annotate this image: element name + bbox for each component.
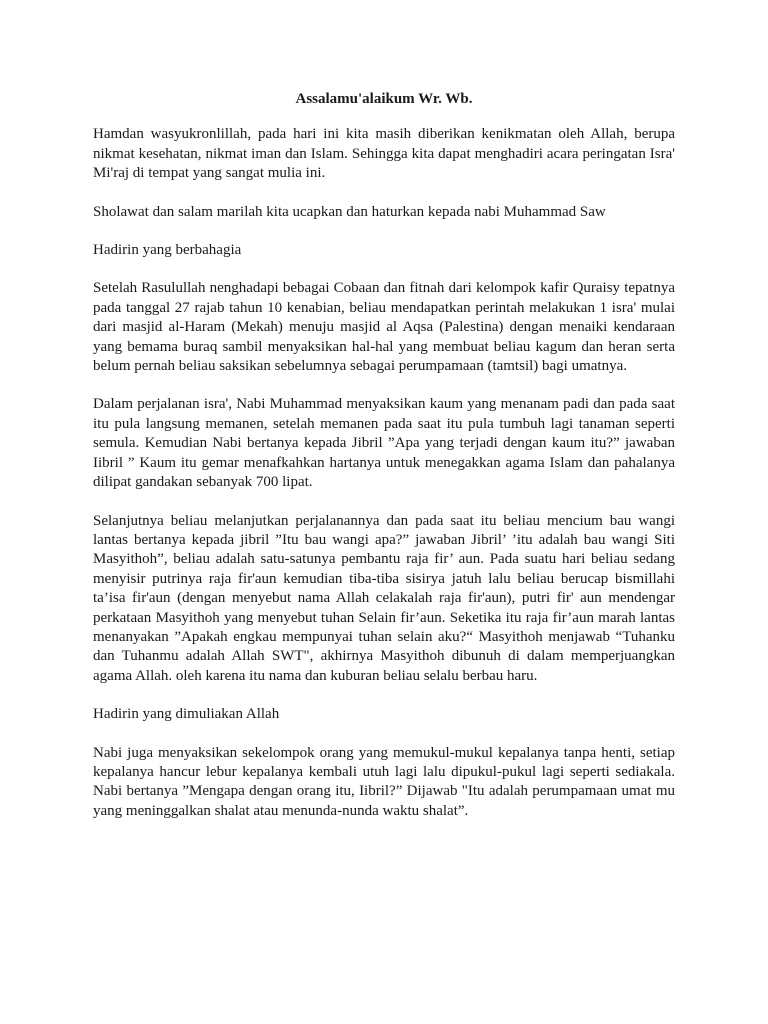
- paragraph-isra-background: Setelah Rasulullah nenghadapi bebagai Cobaan dan fitnah dari kelompok kafir Quraisy tepatnya pada tanggal 27 rajab tahun 10 kenabian, beliau mendapatkan perintah melakukan 1 isra' mulai dari masjid al-Haram (Mekah) menuju masjid al Aqsa (Palestina) dengan menaiki kendaraan yang bemama buraq sambil menyaksikan hal-hal yang membuat beliau kagum dan heran serta belum pernah beliau saksikan sebelumnya sebagai perumpamaan (tamtsil) bagi umatnya.: [93, 280, 675, 375]
- paragraph-sholawat: Sholawat dan salam marilah kita ucapkan dan haturkan kepada nabi Muhammad Saw: [93, 203, 606, 220]
- document-title: Assalamu'alaikum Wr. Wb.: [295, 91, 473, 107]
- paragraph-greeting-dimuliakan: Hadirin yang dimuliakan Allah: [93, 706, 280, 723]
- paragraph-greeting-berbahagia: Hadirin yang berbahagia: [93, 242, 242, 259]
- paragraph-prayer-neglect-parable: Nabi juga menyaksikan sekelompok orang yang memukul-mukul kepalanya tanpa henti, setiap kepalanya hancur lebur kepalanya kembali utuh lagi lalu dipukul-pukul lagi seperti sediakala. Nabi bertanya ”Mengapa dengan orang itu, Iibril?” Dijawab "Itu adalah perumpamaan umat mu yang meninggalkan shalat atau menunda-nunda waktu shalat”.: [93, 744, 675, 819]
- paragraph-farmers-parable: Dalam perjalanan isra', Nabi Muhammad menyaksikan kaum yang menanam padi dan pada saat itu pula langsung memanen, setelah memanen pada saat itu pula tumbuh lagi tanaman seperti semula. Kemudian Nabi bertanya kepada Jibril ”Apa yang terjadi dengan kaum itu?” jawaban Iibril ” Kaum itu gemar menafkahkan hartanya untuk menegakkan agama Islam dan pahalanya dilipat gandakan sebanyak 700 lipat.: [93, 396, 675, 491]
- paragraph-opening-praise: Hamdan wasyukronlillah, pada hari ini kita masih diberikan kenikmatan oleh Allah, berupa nikmat kesehatan, nikmat iman dan Islam. Sehingga kita dapat menghadiri acara peringatan Isra' Mi'raj di tempat yang sangat mulia ini.: [93, 126, 675, 182]
- paragraph-masyithoh-story: Selanjutnya beliau melanjutkan perjalanannya dan pada saat itu beliau mencium bau wangi lantas bertanya kepada jibril ”Itu bau wangi apa?” jawaban Jibril’ ’itu adalah bau wangi Siti Masyithoh”, beliau adalah satu-satunya pembantu raja fir’ aun. Pada suatu hari beliau sedang menyisir putrinya raja fir'aun kemudian tiba-tiba sisirya jatuh lalu beliau berucap bismillahi ta’isa fir'aun (dengan menyebut nama Allah celakalah raja fir'aun), putri fir' aun mendengar perkataan Masyithoh yang menyebut tuhan Selain fir’aun. Seketika itu raja fir’aun marah lantas menanyakan ”Apakah engkau mempunyai tuhan selain aku?“ Masyithoh menjawab “Tuhanku dan Tuhanmu adalah Allah SWT", akhirnya Masyithoh dibunuh di dalam memperjuangkan agama Allah. oleh karena itu nama dan kuburan beliau selalu berbau haru.: [93, 512, 675, 684]
